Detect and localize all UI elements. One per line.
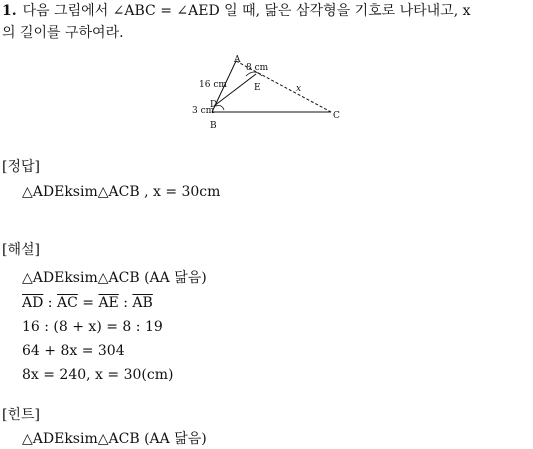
ratio-sep-1: : — [43, 295, 57, 311]
problem-number: 1. — [2, 3, 17, 19]
segment-ae: $\overline{AE}$ — [98, 295, 119, 311]
segment-de — [214, 74, 256, 106]
label-len-db: 3 cm — [192, 106, 215, 116]
triangle-figure — [186, 54, 356, 134]
problem-text-1: 다음 그림에서 ∠ABC = ∠AED 일 때, 닮은 삼각형을 기호로 나타내고, x — [22, 3, 471, 19]
label-len-ec: x — [296, 84, 302, 94]
hint-line: △ADEksim△ACB (AA 닮음) — [22, 431, 207, 447]
solution-line-1: △ADEksim△ACB (AA 닮음) — [22, 270, 207, 286]
solution-line-3: 16 : (8 + x) = 8 : 19 — [22, 319, 163, 335]
solution-header: [해설] — [2, 242, 40, 258]
segment-ac: $\overline{AC}$ — [56, 295, 78, 311]
answer-line: △ADEksim△ACB , x = 30cm — [22, 184, 221, 200]
label-b: B — [210, 121, 217, 131]
label-a: A — [234, 55, 241, 65]
label-c: C — [333, 111, 340, 121]
label-d: D — [210, 100, 218, 110]
label-e: E — [254, 83, 261, 93]
label-len-ad: 16 cm — [199, 80, 227, 90]
solution-line-2 — [22, 294, 153, 312]
problem-line-1 — [2, 2, 471, 20]
problem-text-2: 의 길이를 구하여라. — [2, 25, 124, 41]
answer-header: [정답] — [2, 159, 40, 175]
hint-header: [힌트] — [2, 407, 40, 423]
solution-line-5: 8x = 240, x = 30(cm) — [22, 367, 174, 383]
label-len-ae: 8 cm — [246, 63, 269, 73]
solution-line-4: 64 + 8x = 304 — [22, 343, 125, 359]
ratio-eq: = — [77, 295, 99, 311]
ratio-sep-2: : — [118, 295, 133, 311]
segment-ad: $\overline{AD}$ — [22, 295, 44, 311]
segment-ab: $\overline{AB}$ — [132, 295, 153, 311]
